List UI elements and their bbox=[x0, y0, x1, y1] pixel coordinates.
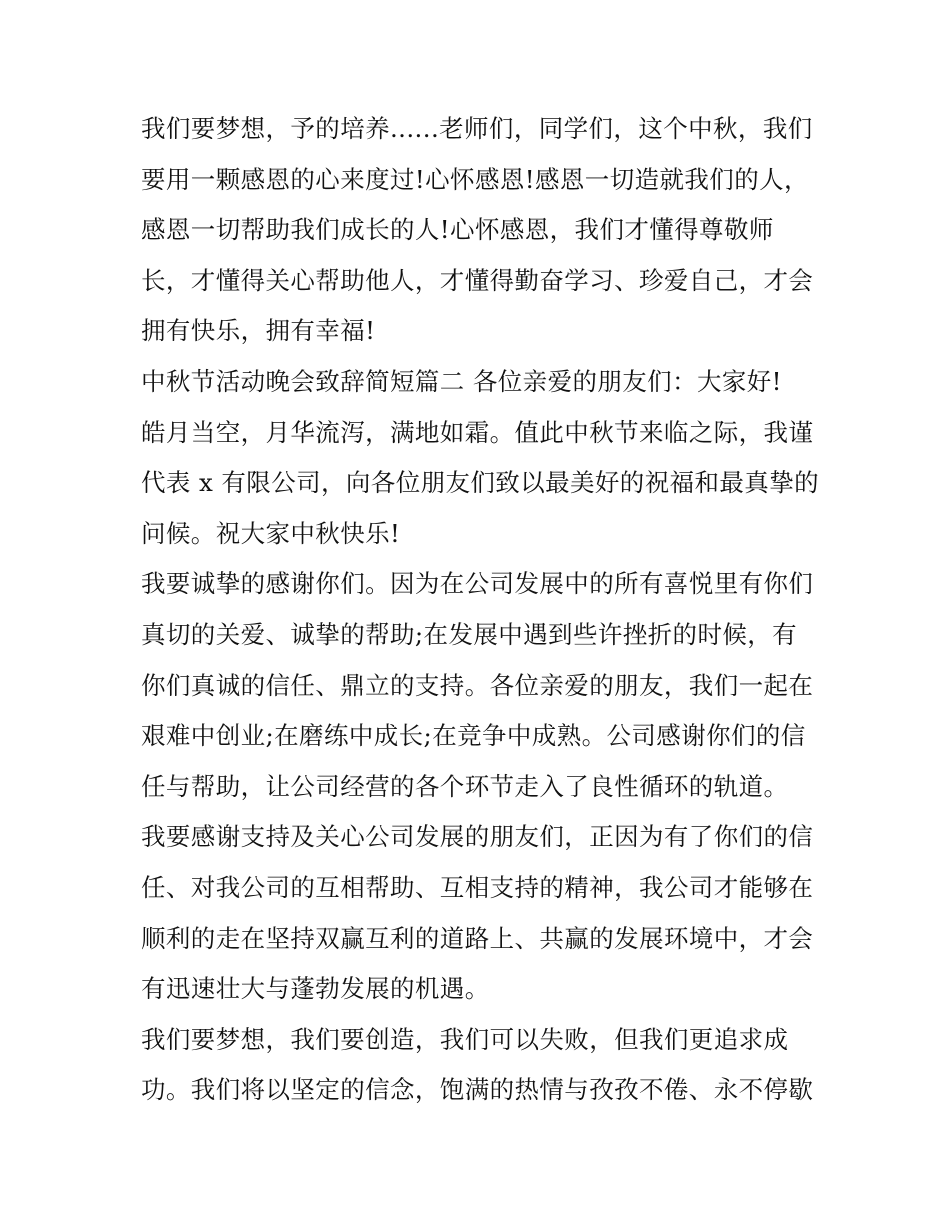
text-line: 艰难中创业;在磨练中成长;在竞争中成熟。公司感谢你们的信 bbox=[141, 721, 806, 751]
text-line: 要用一颗感恩的心来度过!心怀感恩!感恩一切造就我们的人， bbox=[141, 164, 809, 194]
text-line: 真切的关爱、诚挚的帮助;在发展中遇到些许挫折的时候，有 bbox=[141, 619, 798, 649]
text-line: 有迅速壮大与蓬勃发展的机遇。 bbox=[141, 974, 490, 1004]
text-line: 我们要梦想，予的培养......老师们，同学们，这个中秋，我们 bbox=[141, 114, 813, 143]
text-line: 任与帮助，让公司经营的各个环节走入了良性循环的轨道。 bbox=[141, 771, 789, 801]
text-line: 我要诚挚的感谢你们。因为在公司发展中的所有喜悦里有你们 bbox=[141, 569, 814, 599]
text-line: 长，才懂得关心帮助他人，才懂得勤奋学习、珍爱自己，才会 bbox=[141, 265, 814, 295]
text-line: 拥有快乐，拥有幸福! bbox=[141, 316, 376, 346]
section-heading-line: 中秋节活动晚会致辞简短篇二 各位亲爱的朋友们：大家好! bbox=[141, 366, 782, 396]
text-line: 感恩一切帮助我们成长的人!心怀感恩，我们才懂得尊敬师 bbox=[141, 215, 774, 245]
text-line: 你们真诚的信任、鼎立的支持。各位亲爱的朋友，我们一起在 bbox=[141, 670, 814, 700]
text-line: 任、对我公司的互相帮助、互相支持的精神，我公司才能够在 bbox=[141, 872, 814, 902]
text-line: 代表 x 有限公司，向各位朋友们致以最美好的祝福和最真挚的 bbox=[141, 468, 819, 498]
text-line: 问候。祝大家中秋快乐! bbox=[141, 518, 401, 548]
text-line: 我要感谢支持及关心公司发展的朋友们，正因为有了你们的信 bbox=[141, 822, 814, 852]
text-line: 功。我们将以坚定的信念，饱满的热情与孜孜不倦、永不停歇 bbox=[141, 1075, 814, 1105]
document-body bbox=[141, 104, 821, 1116]
text-line: 皓月当空，月华流泻，满地如霜。值此中秋节来临之际，我谨 bbox=[141, 417, 814, 447]
text-line: 顺利的走在坚持双赢互利的道路上、共赢的发展环境中，才会 bbox=[141, 923, 814, 953]
text-line: 我们要梦想，我们要创造，我们可以失败，但我们更追求成 bbox=[141, 1024, 789, 1054]
